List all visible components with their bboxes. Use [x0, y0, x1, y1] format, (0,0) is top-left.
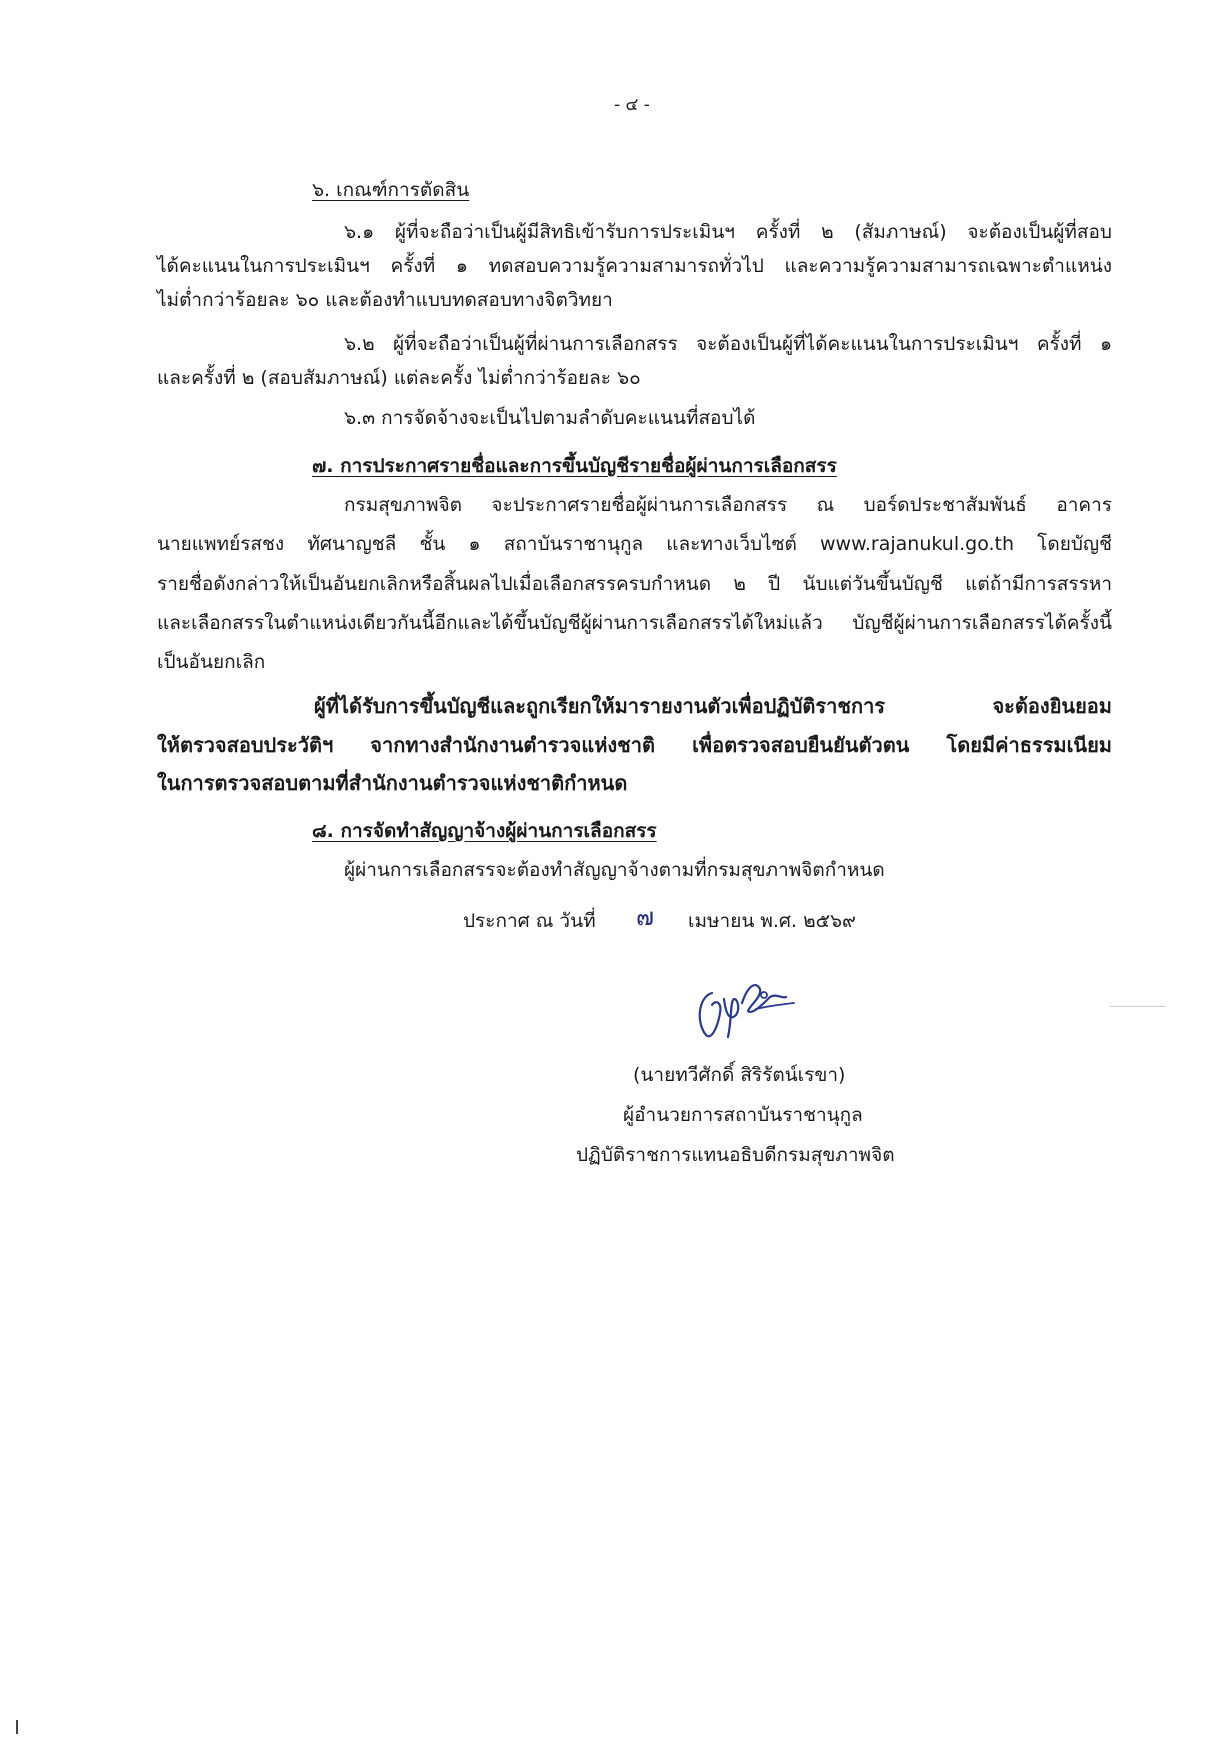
notice-line2: ให้ตรวจสอบประวัติฯ จากทางสำนักงานตำรวจแห่งชาติ เพื่อตรวจสอบยืนยันตัวตน โดยมีค่าธรรมเนียม [157, 733, 1112, 757]
signatory-position-1: ผู้อำนวยการสถาบันราชานุกูล [623, 1104, 863, 1126]
scan-mark [1110, 1006, 1165, 1007]
section7-line4: และเลือกสรรในตำแหน่งเดียวกันนี้อีกและได้ขึ้นบัญชีผู้ผ่านการเลือกสรรได้ใหม่แล้ว บัญชีผู้ผ่านการเลือกสรรได้ครั้งนี้ [157, 612, 1112, 634]
section6-1-line3: ไม่ต่ำกว่าร้อยละ ๖๐ และต้องทำแบบทดสอบทางจิตวิทยา [157, 289, 613, 311]
handwritten-signature [690, 975, 810, 1049]
announce-suffix: เมษายน พ.ศ. ๒๕๖๙ [688, 910, 856, 932]
section7-line3: รายชื่อดังกล่าวให้เป็นอันยกเลิกหรือสิ้นผลไปเมื่อเลือกสรรครบกำหนด ๒ ปี นับแต่วันขึ้นบัญชี แต่ถ้ามีการสรรหา [157, 573, 1112, 595]
section6-3: ๖.๓ การจัดจ้างจะเป็นไปตามลำดับคะแนนที่สอบได้ [344, 407, 756, 429]
signatory-position-2: ปฏิบัติราชการแทนอธิบดีกรมสุขภาพจิต [576, 1144, 895, 1166]
signatory-name: (นายทวีศักดิ์ สิริรัตน์เรขา) [633, 1064, 846, 1086]
section7-line2: นายแพทย์รสชง ทัศนาญชลี ชั้น ๑ สถาบันราชานุกูล และทางเว็บไซต์ www.rajanukul.go.th โดยบัญชี [157, 533, 1112, 555]
section6-1-line2: ได้คะแนนในการประเมินฯ ครั้งที่ ๑ ทดสอบความรู้ความสามารถทั่วไป และความรู้ความสามารถเฉพาะตำแหน่ง [157, 255, 1112, 277]
section7-line5: เป็นอันยกเลิก [157, 651, 266, 673]
notice-line3: ในการตรวจสอบตามที่สำนักงานตำรวจแห่งชาติกำหนด [157, 771, 628, 795]
section7-line1: กรมสุขภาพจิต จะประกาศรายชื่อผู้ผ่านการเลือกสรร ณ บอร์ดประชาสัมพันธ์ อาคาร [344, 494, 1112, 516]
section8-heading: ๘. การจัดทำสัญญาจ้างผู้ผ่านการเลือกสรร [312, 820, 657, 842]
page-number: - ๔ - [614, 95, 650, 115]
section6-2-line2: และครั้งที่ ๒ (สอบสัมภาษณ์) แต่ละครั้ง ไม่ต่ำกว่าร้อยละ ๖๐ [157, 367, 641, 389]
notice-line1: ผู้ที่ได้รับการขึ้นบัญชีและถูกเรียกให้มารายงานตัวเพื่อปฏิบัติราชการ จะต้องยินยอม [314, 694, 1112, 718]
section6-heading: ๖. เกณฑ์การตัดสิน [312, 179, 470, 201]
announce-prefix: ประกาศ ณ วันที่ [463, 910, 596, 932]
scan-edge-mark [16, 1720, 18, 1734]
section7-heading: ๗. การประกาศรายชื่อและการขึ้นบัญชีรายชื่อผู้ผ่านการเลือกสรร [312, 455, 837, 477]
section6-1-line1: ๖.๑ ผู้ที่จะถือว่าเป็นผู้มีสิทธิเข้ารับการประเมินฯ ครั้งที่ ๒ (สัมภาษณ์) จะต้องเป็นผู้ที่สอบ [344, 221, 1112, 243]
section6-2-line1: ๖.๒ ผู้ที่จะถือว่าเป็นผู้ที่ผ่านการเลือกสรร จะต้องเป็นผู้ที่ได้คะแนนในการประเมินฯ ครั้งที่ ๑ [344, 333, 1112, 355]
announce-day: ๗ [636, 903, 655, 931]
section8-body: ผู้ผ่านการเลือกสรรจะต้องทำสัญญาจ้างตามที่กรมสุขภาพจิตกำหนด [344, 859, 885, 881]
